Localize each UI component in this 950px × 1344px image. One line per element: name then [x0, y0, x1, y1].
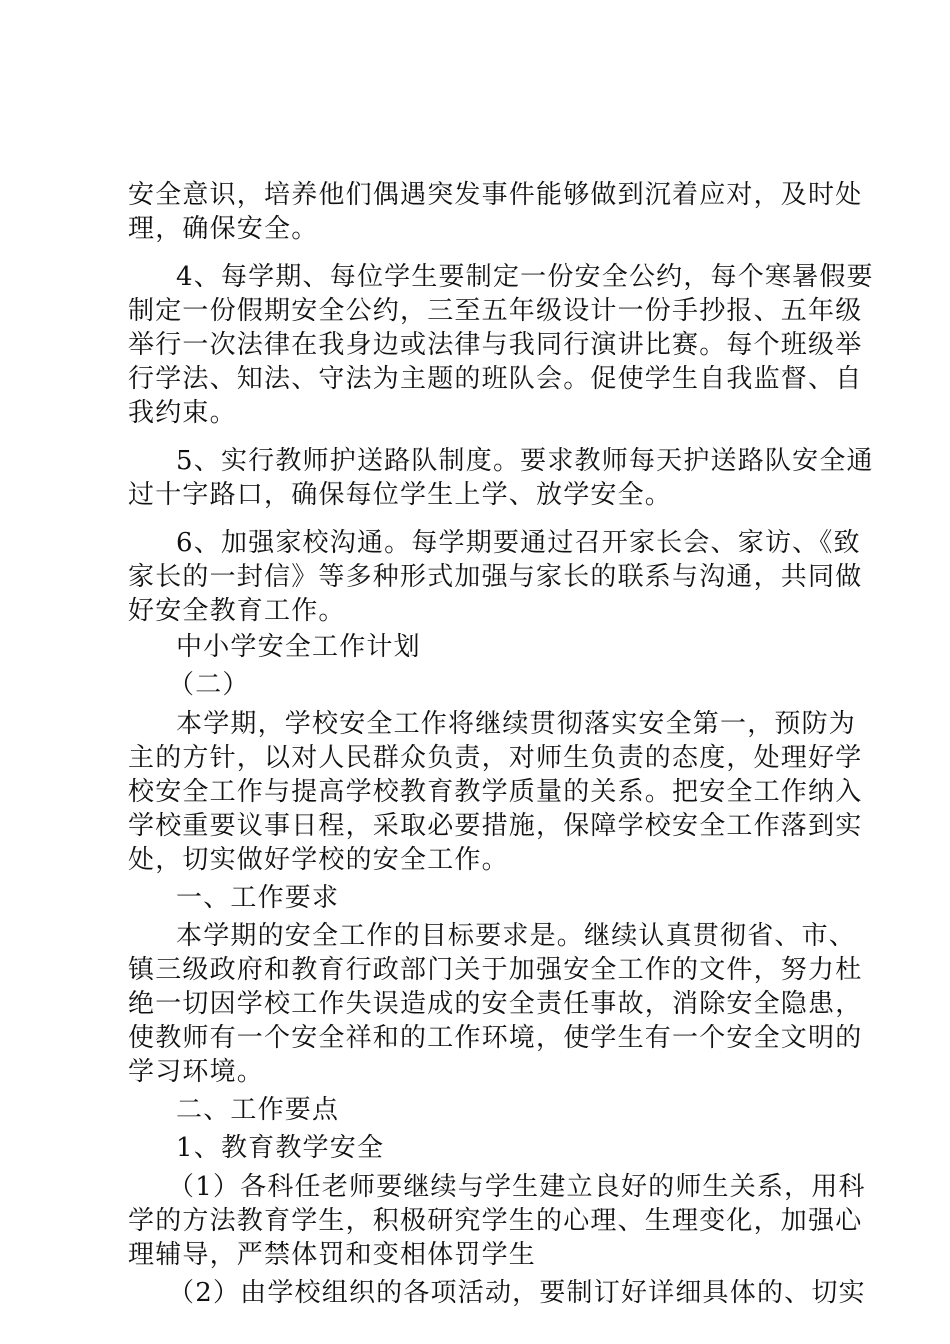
body-line: 绝一切因学校工作失误造成的安全责任事故，消除安全隐患， — [128, 989, 863, 1019]
body-line: 理辅导，严禁体罚和变相体罚学生 — [128, 1240, 537, 1270]
body-line: 4、每学期、每位学生要制定一份安全公约，每个寒暑假要 — [176, 262, 874, 292]
heading-work-requirements: 一、工作要求 — [176, 883, 340, 913]
body-line: 过十字路口，确保每位学生上学、放学安全。 — [128, 480, 673, 510]
body-line: 校安全工作与提高学校教育教学质量的关系。把安全工作纳入 — [128, 777, 863, 807]
body-line: 6、加强家校沟通。每学期要通过召开家长会、家访、《致 — [176, 528, 861, 558]
body-line: 学的方法教育学生，积极研究学生的心理、生理变化，加强心 — [128, 1206, 863, 1236]
body-line: （2）由学校组织的各项活动，要制订好详细具体的、切实 — [168, 1278, 866, 1308]
body-line: 5、实行教师护送路队制度。要求教师每天护送路队安全通 — [176, 446, 874, 476]
body-line: 学校重要议事日程，采取必要措施，保障学校安全工作落到实 — [128, 811, 863, 841]
heading-work-points: 二、工作要点 — [176, 1095, 340, 1125]
body-line: 制定一份假期安全公约，三至五年级设计一份手抄报、五年级 — [128, 296, 863, 326]
body-line: 安全意识，培养他们偶遇突发事件能够做到沉着应对，及时处 — [128, 180, 863, 210]
body-line: （1）各科任老师要继续与学生建立良好的师生关系，用科 — [168, 1172, 866, 1202]
section-subtitle: （二） — [168, 670, 250, 700]
subheading-teaching-safety: 1、教育教学安全 — [176, 1133, 385, 1163]
body-line: 本学期的安全工作的目标要求是。继续认真贯彻省、市、 — [176, 921, 857, 951]
body-line: 主的方针，以对人民群众负责，对师生负责的态度，处理好学 — [128, 743, 863, 773]
body-line: 好安全教育工作。 — [128, 596, 346, 626]
body-line: 家长的一封信》等多种形式加强与家长的联系与沟通，共同做 — [128, 562, 863, 592]
body-line: 学习环境。 — [128, 1057, 265, 1087]
body-line: 理，确保安全。 — [128, 214, 319, 244]
body-line: 使教师有一个安全祥和的工作环境，使学生有一个安全文明的 — [128, 1023, 863, 1053]
body-line: 镇三级政府和教育行政部门关于加强安全工作的文件，努力杜 — [128, 955, 863, 985]
section-title: 中小学安全工作计划 — [176, 632, 421, 662]
body-line: 我约束。 — [128, 398, 237, 428]
body-line: 举行一次法律在我身边或法律与我同行演讲比赛。每个班级举 — [128, 330, 863, 360]
body-line: 行学法、知法、守法为主题的班队会。促使学生自我监督、自 — [128, 364, 863, 394]
body-line: 本学期，学校安全工作将继续贯彻落实安全第一，预防为 — [176, 709, 857, 739]
body-line: 处，切实做好学校的安全工作。 — [128, 845, 509, 875]
